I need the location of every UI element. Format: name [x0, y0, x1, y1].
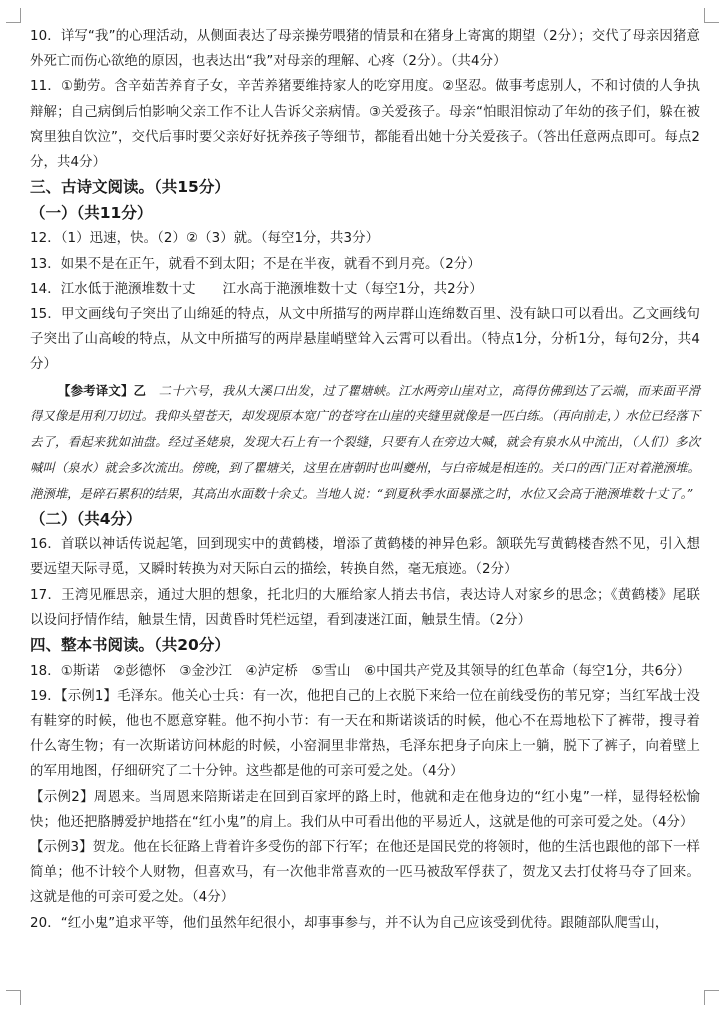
answer-q19-example3: 【示例3】贺龙。他在长征路上背着许多受伤的部下行军；在他还是国民党的将领时，他的生活也跟他的部下一样简单；他不计较个人财物，但喜欢马，有一次他非常喜欢的一匹马被敌军俘获了，贺龙又去打仗将马夺了回来。这就是他的可亲可爱之处。（4分） — [30, 840, 700, 906]
crop-mark-top-left — [6, 8, 21, 23]
answer-q19-example2: 【示例2】周恩来。当周恩来陪斯诺走在回到百家坪的路上时，他就和走在他身边的“红小鬼”一样，显得轻松愉快；他还把胳膊爱护地搭在“红小鬼”的肩上。我们从中可看出他的平易近人，这就是他的可亲可爱之处。（4分） — [30, 789, 700, 830]
answer-q10: 10．详写“我”的心理活动，从侧面表达了母亲操劳喂猪的情景和在猪身上寄寓的期望（2分）；交代了母亲因猪意外死亡而伤心欲绝的原因，也表达出“我”对母亲的理解、心疼（2分）。（共4分） — [30, 29, 700, 70]
crop-mark-top-right — [704, 8, 719, 23]
answer-q15: 15．甲文画线句子突出了山绵延的特点，从文中所描写的两岸群山连绵数百里、没有缺口可以看出。乙文画线句子突出了山高峻的特点，从文中所描写的两岸悬崖峭壁耸入云霄可以看出。（特点1分，分析1分，每句2分，共4分） — [30, 307, 700, 373]
answer-q12: 12．（1）迅速，快。（2）②（3）就。（每空1分，共3分） — [30, 231, 380, 247]
answer-key-page — [30, 24, 700, 936]
answer-q17: 17．王湾见雁思亲，通过大胆的想象，托北归的大雁给家人捎去书信，表达诗人对家乡的思念；《黄鹤楼》尾联以设问抒情作结，触景生情，因黄昏时凭栏远望，看到凄迷江面，触景生情。（2分） — [30, 587, 700, 628]
section-heading-classical-poetry: 三、古诗文阅读。（共15分） — [30, 178, 230, 197]
answer-q20: 20．“红小鬼”追求平等，他们虽然年纪很小，却事事参与，并不认为自己应该受到优待。跟随部队爬雪山， — [30, 915, 669, 931]
answer-q13: 13．如果不是在正午，就看不到太阳；不是在半夜，就看不到月亮。（2分） — [30, 256, 481, 272]
answer-q14: 14．江水低于滟滪堆数十丈 江水高于滟滪堆数十丈（每空1分，共2分） — [30, 281, 483, 297]
answer-q18: 18．①斯诺 ②彭德怀 ③金沙江 ④泸定桥 ⑤雪山 ⑥中国共产党及其领导的红色革命（每空1分，共6分） — [30, 663, 691, 679]
subsection-heading-2: （二）（共4分） — [30, 509, 142, 528]
reference-translation — [30, 378, 700, 507]
answer-q19-example1: 19．【示例1】毛泽东。他关心士兵：有一次，他把自己的上衣脱下来给一位在前线受伤的苇兄穿；当红军战士没有鞋穿的时候，他也不愿意穿鞋。他不拘小节：有一天在和斯诺谈话的时候，他心不在焉地松下了裤带，搜寻着什么寄生物；有一次斯诺访问林彪的时候，小窑洞里非常热，毛泽东把身子向床上一躺，脱下了裤子，向着壁上的军用地图，仔细研究了二十分钟。这些都是他的可亲可爱之处。（4分） — [30, 688, 700, 780]
answer-q11: 11．①勤劳。含辛茹苦养育子女，辛苦养猪要维持家人的吃穿用度。②坚忍。做事考虑别人，不和讨债的人争执辩解；自己病倒后怕影响父亲工作不让人告诉父亲病情。③关爱孩子。母亲“怕眼泪惊动了年幼的孩子们，躲在被窝里独自饮泣”，交代后事时要父亲好好抚养孩子等细节，都能看出她十分关爱孩子。（答出任意两点即可。每点2分，共4分） — [30, 79, 700, 171]
translation-tag: 【参考译文】乙 — [58, 382, 147, 398]
subsection-heading-1: （一）（共11分） — [30, 203, 153, 222]
crop-mark-bottom-right — [704, 990, 719, 1005]
translation-text: 二十六号，我从大溪口出发，过了瞿塘峡。江水两旁山崖对立，高得仿佛到达了云端，而来面平滑得又像是用利刀切过。我仰头望苍天，却发现原本宽广的苍穹在山崖的夹缝里就像是一匹白练。（再向前走，）水位已经落下去了，看起来犹如油盘。经过圣姥泉，发现大石上有一个裂缝，只要有人在旁边大喊，就会有泉水从中流出，（人们）多次喊叫（泉水）就会多次流出。傍晚，到了瞿塘关，这里在唐朝时也叫夔州，与白帝城是相连的。关口的西门正对着滟滪堆。滟滪堆，是碎石累积的结果，其高出水面数十余丈。当地人说：“到夏秋季水面暴涨之时，水位又会高于滟滪堆数十丈了。” — [30, 382, 701, 501]
answer-q16: 16．首联以神话传说起笔，回到现实中的黄鹤楼，增添了黄鹤楼的神异色彩。颔联先写黄鹤楼杳然不见，引入想要远望天际寻觅，又瞬时转换为对天际白云的描绘，转换自然，毫无痕迹。（2分） — [30, 537, 700, 578]
section-heading-whole-book: 四、整本书阅读。（共20分） — [30, 636, 230, 655]
crop-mark-bottom-left — [6, 990, 21, 1005]
